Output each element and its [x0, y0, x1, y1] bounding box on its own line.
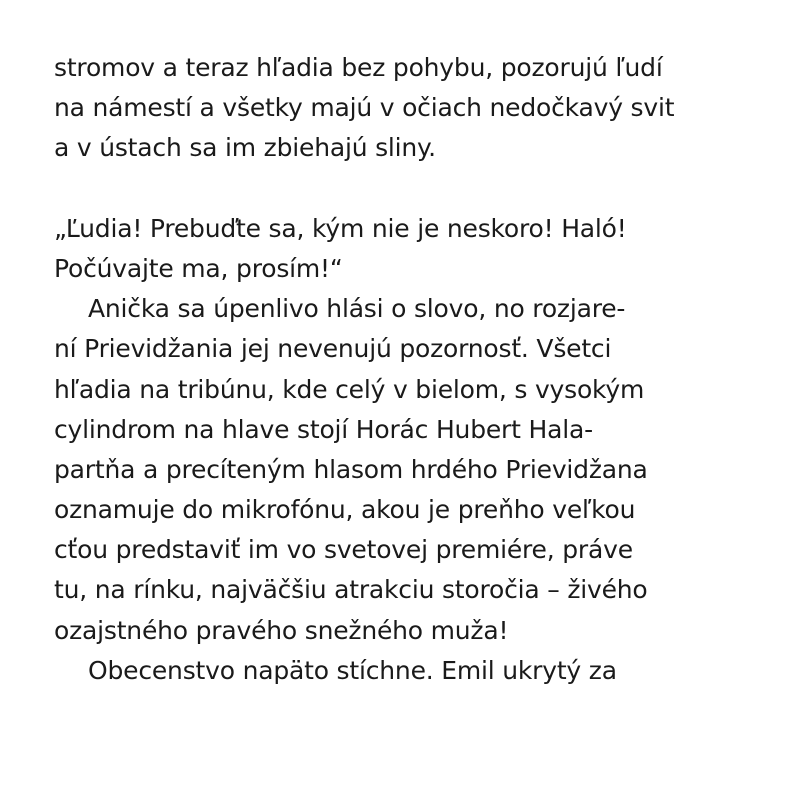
text-line: partňa a precíteným hlasom hrdého Prievidžana — [54, 454, 648, 484]
paragraph-spacer — [54, 169, 774, 209]
text-line: Počúvajte ma, prosím!“ — [54, 253, 343, 283]
text-line: stromov a teraz hľadia bez pohybu, pozorujú ľudí — [54, 53, 663, 82]
text-line: hľadia na tribúnu, kde celý v bielom, s vysokým — [54, 374, 645, 404]
text-line: Obecenstvo napäto stíchne. Emil ukrytý za — [88, 655, 617, 685]
text-line: ní Prievidžania jej nevenujú pozornosť. Všetci — [54, 334, 612, 364]
text-line: cylindrom na hlave stojí Horác Hubert Hala- — [54, 414, 593, 444]
text-line: tu, na rínku, najväčšiu atrakciu storočia – živého — [54, 575, 648, 605]
paragraph-3 — [54, 289, 774, 651]
book-page — [54, 48, 774, 691]
paragraph-1 — [54, 48, 774, 169]
text-line: ozajstného pravého snežného muža! — [54, 615, 509, 645]
paragraph-4 — [54, 651, 774, 691]
text-line: Anička sa úpenlivo hlási o slovo, no rozjare- — [88, 294, 626, 324]
text-line: oznamuje do mikrofónu, akou je preňho veľkou — [54, 495, 636, 525]
text-line: a v ústach sa im zbiehajú sliny. — [54, 133, 436, 163]
text-line: na námestí a všetky majú v očiach nedočkavý svit — [54, 93, 675, 123]
text-line: „Ľudia! Prebuďte sa, kým nie je neskoro! Haló! — [54, 213, 627, 243]
text-line: cťou predstaviť im vo svetovej premiére, práve — [54, 535, 633, 565]
paragraph-2-dialogue — [54, 209, 774, 289]
